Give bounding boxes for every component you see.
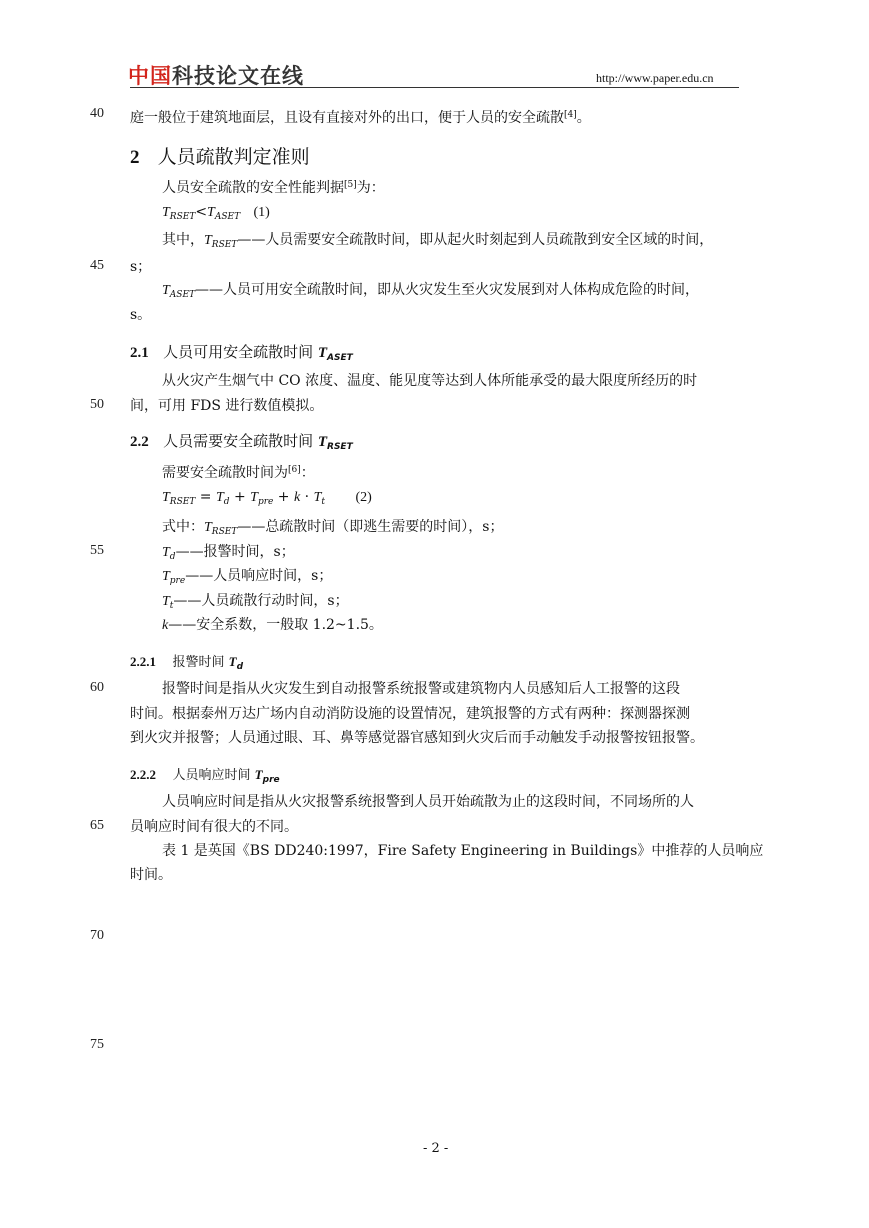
- citation: [6]: [288, 465, 301, 475]
- equation-2: $T_{RSET} = T_d + T_{pre} + k \cdot T_t$ (2): [162, 489, 372, 507]
- paragraph-line: s；: [130, 259, 152, 275]
- paragraph-line: 庭一般位于建筑地面层，且设有直接对外的出口，便于人员的安全疏散[4]。: [130, 110, 591, 126]
- definition-aset: $T_{ASET}——$人员可用安全疏散时间，即从火灾发生至火灾发展到对人体构成危险的时间，: [162, 282, 700, 300]
- line-number: 60: [90, 680, 104, 695]
- definition-line: k——安全系数，一般取 1.2~1.5。: [162, 617, 383, 633]
- definition-line: $T_{pre}——$人员响应时间，s；: [162, 568, 333, 586]
- subsubsection-heading: 2.2.1 报警时间 $T_d$: [130, 654, 244, 672]
- logo-dark-text: 科技论文在线: [172, 64, 304, 88]
- definition-line: 式中：$T_{RSET}——$总疏散时间（即逃生需要的时间），s；: [162, 519, 504, 537]
- citation: [5]: [344, 180, 357, 190]
- line-number: 40: [90, 106, 104, 121]
- definition-rset: 其中，$T_{RSET}——$人员需要安全疏散时间，即从起火时刻起到人员疏散到安全区域的时间，: [162, 232, 714, 250]
- definition-line: $T_t——$人员疏散行动时间，s；: [162, 593, 349, 611]
- line-number: 45: [90, 258, 104, 273]
- paragraph-line: 到火灾并报警；人员通过眼、耳、鼻等感觉器官感知到火灾后而手动触发手动报警按钮报警。: [130, 730, 704, 746]
- logo-red-text: 中国: [128, 64, 172, 88]
- paragraph-line: s。: [130, 307, 152, 323]
- equation-number: (1): [253, 205, 270, 220]
- line-number: 55: [90, 543, 104, 558]
- paragraph-line: 从火灾产生烟气中 CO 浓度、温度、能见度等达到人体所能承受的最大限度所经历的时: [162, 373, 698, 389]
- paragraph-line: 员响应时间有很大的不同。: [130, 819, 298, 835]
- paragraph-line: 表 1 是英国《BS DD240:1997，Fire Safety Engineering in Buildings》中推荐的人员响应: [162, 843, 764, 859]
- paragraph-line: 需要安全疏散时间为[6]：: [162, 465, 315, 481]
- paragraph-line: 时间。根据泰州万达广场内自动消防设施的设置情况，建筑报警的方式有两种：探测器探测: [130, 706, 690, 722]
- equation-1: $T_{RSET}<T_{ASET}$ (1): [162, 204, 270, 222]
- subsection-heading: 2.2 人员需要安全疏散时间 $T_{RSET}$: [130, 432, 353, 452]
- definition-line: $T_d——$报警时间，s；: [162, 544, 295, 562]
- paragraph-line: 间，可用 FDS 进行数值模拟。: [130, 398, 324, 414]
- section-heading: 2 人员疏散判定准则: [130, 146, 310, 168]
- header-url: http://www.paper.edu.cn: [596, 71, 714, 85]
- paragraph-line: 人员响应时间是指从火灾报警系统报警到人员开始疏散为止的这段时间，不同场所的人: [162, 794, 694, 810]
- paragraph-line: 报警时间是指从火灾发生到自动报警系统报警或建筑物内人员感知后人工报警的这段: [162, 681, 680, 697]
- line-number: 75: [90, 1037, 104, 1052]
- site-logo: [128, 60, 304, 90]
- header-rule: [130, 87, 739, 88]
- criterion-intro: 人员安全疏散的安全性能判据[5]为：: [162, 180, 385, 196]
- line-number: 65: [90, 818, 104, 833]
- line-number: 70: [90, 928, 104, 943]
- line-number: 50: [90, 397, 104, 412]
- equation-number: (2): [355, 490, 372, 505]
- paragraph-line: 时间。: [130, 867, 172, 883]
- subsubsection-heading: 2.2.2 人员响应时间 $T_{pre}$: [130, 767, 280, 785]
- citation: [4]: [564, 110, 577, 120]
- page-number: - 2 -: [423, 1141, 449, 1156]
- subsection-heading: 2.1 人员可用安全疏散时间 $T_{ASET}$: [130, 343, 353, 363]
